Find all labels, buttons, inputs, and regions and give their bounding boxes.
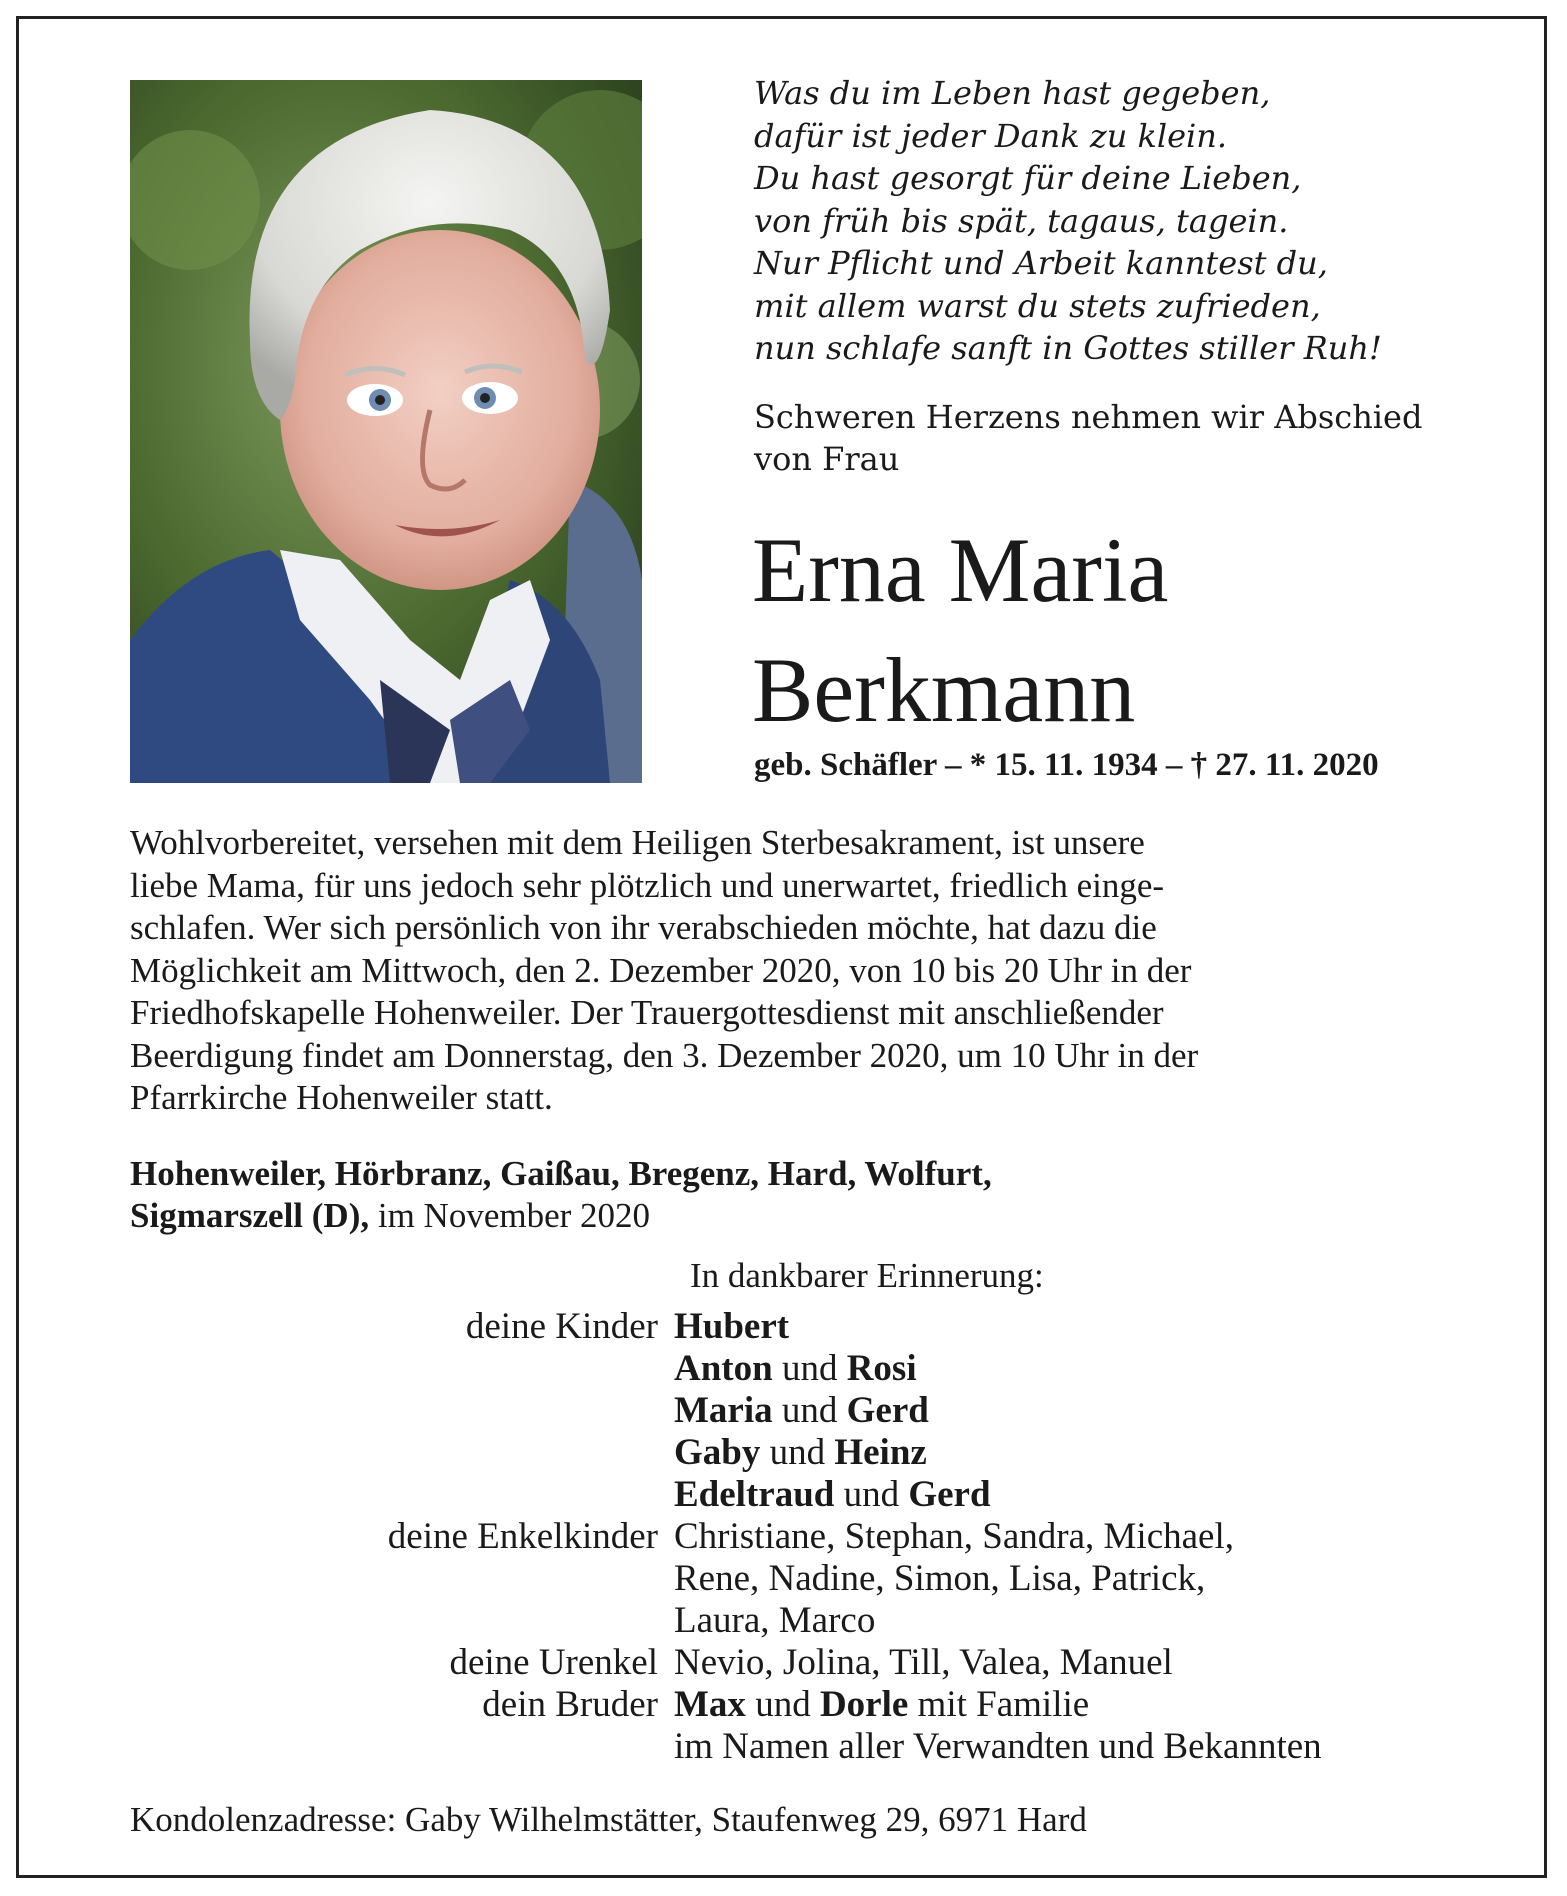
family-row bbox=[130, 1432, 1530, 1474]
person-name: Gerd bbox=[908, 1474, 991, 1515]
family-row bbox=[130, 1348, 1530, 1390]
grandchildren-names: Rene, Nadine, Simon, Lisa, Patrick, bbox=[674, 1558, 1206, 1599]
body-line: liebe Mama, für uns jedoch sehr plötzlich und unerwartet, friedlich einge- bbox=[130, 865, 1165, 905]
person-name: Maria bbox=[674, 1390, 773, 1431]
places-and-date bbox=[130, 1153, 992, 1237]
grandchildren-names: Laura, Marco bbox=[674, 1600, 876, 1641]
deceased-name bbox=[752, 510, 1168, 750]
family-row bbox=[130, 1390, 1530, 1432]
family-row bbox=[130, 1642, 1530, 1684]
body-line: Wohlvorbereitet, versehen mit dem Heiligen Sterbesakrament, ist unsere bbox=[130, 823, 1145, 862]
person-name: Max bbox=[674, 1684, 746, 1725]
person-name: Edeltraud bbox=[674, 1474, 835, 1515]
family-list bbox=[130, 1306, 1530, 1768]
body-line: Möglichkeit am Mittwoch, den 2. Dezember 2020, von 10 bis 20 Uhr in der bbox=[130, 950, 1192, 990]
relatives-footer: im Namen aller Verwandten und Bekannten bbox=[674, 1726, 1322, 1767]
condolence-address: Kondolenzadresse: Gaby Wilhelmstätter, Staufenweg 29, 6971 Hard bbox=[130, 1800, 1087, 1839]
family-names bbox=[674, 1306, 789, 1348]
intro-line: von Frau bbox=[754, 440, 900, 478]
family-row bbox=[130, 1600, 1530, 1642]
family-row bbox=[130, 1684, 1530, 1726]
places-last: Sigmarszell (D), bbox=[130, 1196, 370, 1235]
poem bbox=[754, 72, 1514, 370]
family-row bbox=[130, 1306, 1530, 1348]
great-grandchildren-names: Nevio, Jolina, Till, Valea, Manuel bbox=[674, 1642, 1173, 1683]
body-line: Pfarrkirche Hohenweiler statt. bbox=[130, 1078, 553, 1117]
places-date-line bbox=[130, 1195, 992, 1237]
with-family: mit Familie bbox=[908, 1684, 1090, 1725]
family-row bbox=[130, 1516, 1530, 1558]
conjunction: und bbox=[760, 1432, 835, 1473]
poem-line: Was du im Leben hast gegeben, bbox=[754, 74, 1271, 112]
family-row bbox=[130, 1726, 1530, 1768]
portrait-illustration bbox=[130, 80, 642, 783]
person-name: Rosi bbox=[846, 1348, 917, 1389]
intro-line: Schweren Herzens nehmen wir Abschied bbox=[754, 398, 1423, 436]
closing-phrase: In dankbarer Erinnerung: bbox=[690, 1256, 1044, 1295]
body-line: schlafen. Wer sich persönlich von ihr verabschieden möchte, hat dazu die bbox=[130, 908, 1157, 947]
family-row bbox=[130, 1558, 1530, 1600]
poem-line: nun schlafe sanft in Gottes stiller Ruh! bbox=[754, 329, 1382, 367]
poem-line: mit allem warst du stets zufrieden, bbox=[754, 286, 1321, 325]
body-line: Beerdigung findet am Donnerstag, den 3. Dezember 2020, um 10 Uhr in der bbox=[130, 1035, 1199, 1075]
family-names bbox=[674, 1348, 917, 1390]
relation-label: dein Bruder bbox=[482, 1684, 658, 1725]
month-year: im November 2020 bbox=[369, 1196, 651, 1235]
name-line: Erna Maria bbox=[752, 519, 1169, 621]
name-line: Berkmann bbox=[752, 639, 1136, 741]
relation-label: deine Kinder bbox=[465, 1306, 658, 1347]
person-name: Dorle bbox=[819, 1684, 909, 1725]
announcement-text bbox=[130, 822, 1500, 1120]
places-line: Hohenweiler, Hörbranz, Gaißau, Bregenz, Hard, Wolfurt, bbox=[130, 1154, 992, 1193]
birth-death-dates: geb. Schäfler – * 15. 11. 1934 – † 27. 11. 2020 bbox=[754, 747, 1379, 783]
brother-names bbox=[674, 1684, 1089, 1726]
relation-label: deine Enkelkinder bbox=[387, 1516, 658, 1557]
relation-label: deine Urenkel bbox=[449, 1642, 658, 1683]
conjunction: und bbox=[834, 1474, 909, 1515]
person-name: Anton bbox=[674, 1348, 773, 1389]
family-names bbox=[674, 1390, 929, 1432]
farewell-intro bbox=[754, 396, 1474, 480]
poem-line: Nur Pflicht und Arbeit kanntest du, bbox=[754, 244, 1328, 282]
family-row bbox=[130, 1474, 1530, 1516]
conjunction: und bbox=[772, 1390, 847, 1431]
body-line: Friedhofskapelle Hohenweiler. Der Trauergottesdienst mit anschließender bbox=[130, 993, 1164, 1032]
person-name: Gerd bbox=[846, 1390, 929, 1431]
family-names bbox=[674, 1432, 927, 1474]
portrait-photo bbox=[130, 80, 642, 783]
poem-line: Du hast gesorgt für deine Lieben, bbox=[754, 159, 1302, 197]
conjunction: und bbox=[745, 1684, 820, 1725]
person-name: Hubert bbox=[674, 1306, 790, 1347]
conjunction: und bbox=[772, 1348, 847, 1389]
poem-line: von früh bis spät, tagaus, tagein. bbox=[754, 201, 1289, 240]
grandchildren-names: Christiane, Stephan, Sandra, Michael, bbox=[674, 1516, 1235, 1557]
poem-line: dafür ist jeder Dank zu klein. bbox=[754, 116, 1228, 155]
person-name: Gaby bbox=[674, 1432, 761, 1473]
person-name: Heinz bbox=[834, 1432, 927, 1473]
family-names bbox=[674, 1474, 991, 1516]
